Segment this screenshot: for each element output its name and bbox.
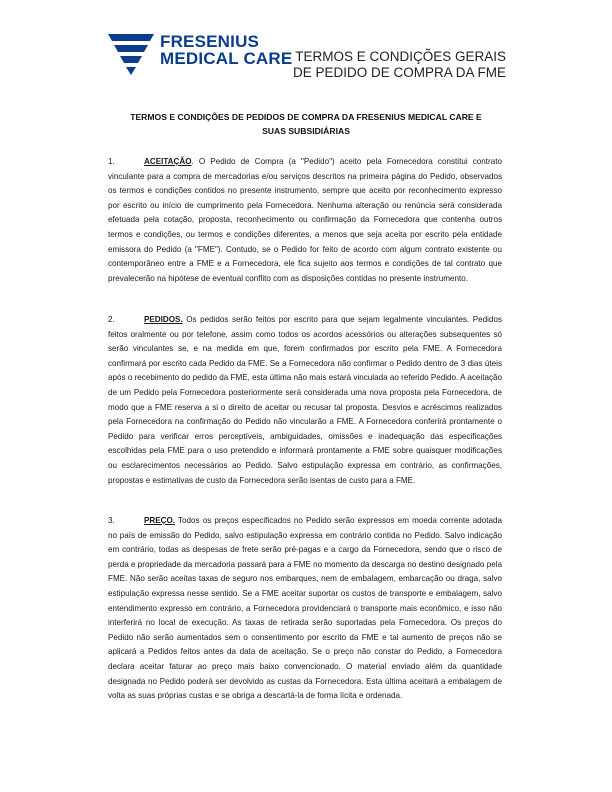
section-number: 2. [108, 315, 115, 324]
document-title-line-2: SUAS SUBSIDIÁRIAS [262, 126, 350, 136]
section-number: 1. [108, 157, 115, 166]
company-logo [108, 30, 293, 80]
header-title-line-1: TERMOS E CONDIÇÕES GERAIS [295, 49, 506, 64]
section-label: PREÇO. [144, 516, 176, 525]
section-aceitacao [108, 155, 502, 286]
document-title [108, 110, 504, 138]
section-text: . O Pedido de Compra (a "Pedido") aceito pela Fornecedora constitui contrato vinculante para a compra de mercadorias e/ou serviços descritos na primeira página do Pedido, observados os termos e condições contidos no presente instrumento, sempre que aceito por reconhecimento expresso por escrito ou início de cumprimento pela Fornecedora. Nenhuma alteração ou renúncia será considerada efetuada pela cotação, proposta, reconhecimento ou confirmação da Fornecedora que contenha outros termos e condições, ou termos e condições diferentes, a menos que seja aceita por escrito pela entidade emissora do Pedido (a "FME"). Contudo, se o Pedido for feito de acordo com algum contrato existente ou contemporâneo entre a FME e a Fornecedora, ele fica sujeito aos termos e condições de tal contrato que prevalecerão na hipótese de eventual conflito com as disposições contidas no presente instrumento. [108, 157, 502, 283]
section-number: 3. [108, 516, 115, 525]
brand-line-1: FRESENIUS [160, 32, 260, 51]
section-label: ACEITAÇÃO [144, 157, 192, 166]
section-text: Todos os preços especificados no Pedido serão expressos em moeda corrente adotada no país de emissão do Pedido, salvo estipulação expressa em contrário contida no Pedido. Salvo indicação em contrário, todas as despesas de frete serão pré-pagas e a cargo da Fornecedora, sendo que o risco de perda e propriedade da mercadoria passará para a FME no momento da descarga no destino designado pela FME. Não serão aceitas taxas de seguro nos embarques, nem de embalagem, embarcação ou draga, salvo estipulação expressa nesse sentido. Se a FME aceitar suportar os custos de transporte e embalagem, salvo entendimento expresso em contrário, a Fornecedora providenciará o transporte mais econômico, e isso não interferirá no local de execução. As taxas de retirada serão suportadas pela Fornecedora. Os preços do Pedido não serão aumentados sem o consentimento por escrito da FME e tal aumento de preços não se aplicará a Pedidos feitos antes da data de aceitação. Se o preço não constar do Pedido, a Fornecedora declara aceitar faturar ao preço mais baixo convencionado. O material enviado além da quantidade designada no Pedido poderá ser devolvido as custas da Fornecedora. Esta última aceitará a embalagem de volta as suas próprias custas e se obriga a descartá-la de forma lícita e ordenada. [108, 516, 502, 701]
header-title [293, 49, 506, 80]
section-label: PEDIDOS. [144, 315, 183, 324]
page-header [108, 30, 508, 86]
section-preco [108, 514, 502, 704]
header-title-line-2: DE PEDIDO DE COMPRA DA FME [292, 64, 506, 80]
brand-name [160, 33, 292, 67]
fme-logo-icon [108, 32, 154, 76]
section-pedidos [108, 313, 502, 488]
brand-line-2: MEDICAL CARE [160, 49, 293, 68]
document-title-line-1: TERMOS E CONDIÇÕES DE PEDIDOS DE COMPRA DA FRESENIUS MEDICAL CARE E [130, 112, 482, 122]
section-text: Os pedidos serão feitos por escrito para que sejam legalmente vinculantes. Pedidos feitos oralmente ou por telefone, assim como todos os acordos acessórios ou alterações subsequentes só serão vinculantes se, e na medida em que, forem confirmados por escrito pela FME. A Fornecedora confirmará por escrito cada Pedido da FME. Se a Fornecedora não confirmar o Pedido dentro de 3 dias úteis após o recebimento do pedido da FME, esta última não mais estará vinculada ao referido Pedido. A aceitação de um Pedido pela Fornecedora posteriormente será considerada uma nova proposta pela Fornecedora, de modo que a FME reserva a si o direito de aceitar ou recusar tal proposta. Desvios e acréscimos realizados pela Fornecedora na confirmação do Pedido não vincularão a FME. A Fornecedora conferirá prontamente o Pedido para verificar erros perceptíveis, ambiguidades, omissões e inadequação das especificações escolhidas pela FME para o uso pretendido e informará prontamente a FME sobre quaisquer modificações ou esclarecimentos necessários ao Pedido. Salvo estipulação expressa em contrário, as confirmações, propostas e estimativas de custo da Fornecedora serão isentas de custo para a FME. [108, 315, 502, 485]
